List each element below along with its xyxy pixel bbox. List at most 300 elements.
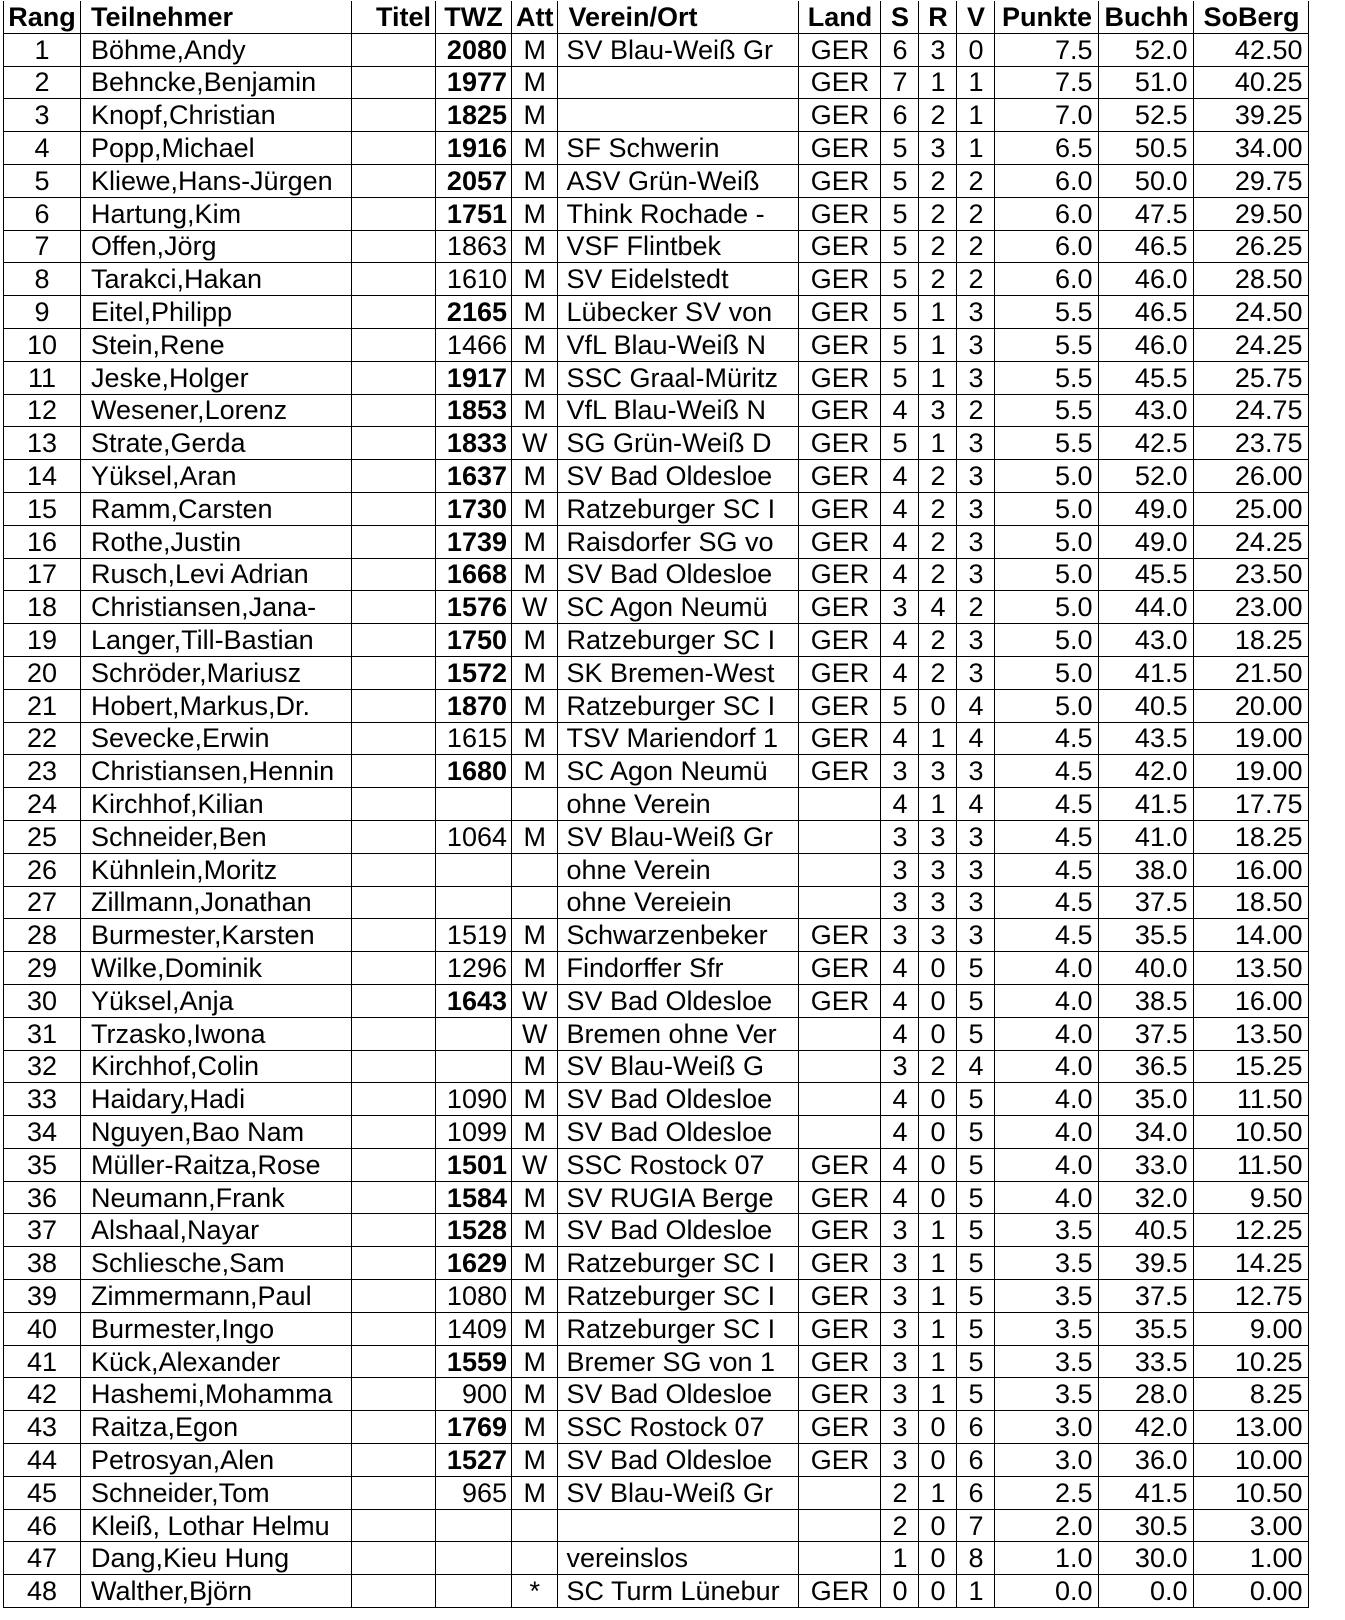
punkte-cell: 6.0 — [995, 197, 1099, 230]
table-row — [4, 1509, 1309, 1542]
rang-cell: 44 — [4, 1444, 81, 1477]
buchh-cell: 51.0 — [1099, 66, 1194, 99]
rang-cell: 47 — [4, 1542, 81, 1575]
s-cell: 4 — [881, 525, 919, 558]
s-cell: 2 — [881, 1509, 919, 1542]
land-cell: GER — [799, 492, 881, 525]
rang-cell: 25 — [4, 820, 81, 853]
buchh-cell: 37.5 — [1099, 1280, 1194, 1313]
titel-cell — [352, 361, 436, 394]
name-cell: Sevecke,Erwin — [81, 722, 352, 755]
soberg-cell: 18.25 — [1194, 624, 1309, 657]
r-cell: 0 — [919, 1083, 957, 1116]
twz-cell: 1637 — [436, 460, 512, 493]
punkte-cell: 7.5 — [995, 33, 1099, 66]
buchh-cell: 35.5 — [1099, 1312, 1194, 1345]
header-att: Att — [512, 1, 558, 33]
twz-cell — [436, 1050, 512, 1083]
s-cell: 3 — [881, 919, 919, 952]
rang-cell: 37 — [4, 1214, 81, 1247]
land-cell: GER — [799, 1411, 881, 1444]
land-cell — [799, 1017, 881, 1050]
verein-cell: SV Bad Oldesloe — [558, 984, 799, 1017]
s-cell: 4 — [881, 952, 919, 985]
soberg-cell: 29.75 — [1194, 164, 1309, 197]
verein-cell: SG Grün-Weiß D — [558, 427, 799, 460]
titel-cell — [352, 99, 436, 132]
buchh-cell: 40.5 — [1099, 1214, 1194, 1247]
table-row — [4, 1148, 1309, 1181]
punkte-cell: 4.0 — [995, 1017, 1099, 1050]
land-cell: GER — [799, 984, 881, 1017]
soberg-cell: 19.00 — [1194, 722, 1309, 755]
punkte-cell: 3.5 — [995, 1345, 1099, 1378]
titel-cell — [352, 1181, 436, 1214]
r-cell: 1 — [919, 1378, 957, 1411]
titel-cell — [352, 427, 436, 460]
att-cell: M — [512, 132, 558, 165]
v-cell: 0 — [957, 33, 995, 66]
header-buchh: Buchh — [1099, 1, 1194, 33]
rang-cell: 18 — [4, 591, 81, 624]
titel-cell — [352, 1214, 436, 1247]
table-row — [4, 1444, 1309, 1477]
rang-cell: 5 — [4, 164, 81, 197]
land-cell: GER — [799, 1575, 881, 1608]
soberg-cell: 19.00 — [1194, 755, 1309, 788]
name-cell: Kirchhof,Kilian — [81, 788, 352, 821]
s-cell: 4 — [881, 1017, 919, 1050]
att-cell: M — [512, 1083, 558, 1116]
buchh-cell: 46.5 — [1099, 296, 1194, 329]
att-cell: M — [512, 460, 558, 493]
s-cell: 3 — [881, 1280, 919, 1313]
s-cell: 4 — [881, 1116, 919, 1149]
punkte-cell: 4.0 — [995, 1050, 1099, 1083]
table-row — [4, 984, 1309, 1017]
rang-cell: 34 — [4, 1116, 81, 1149]
titel-cell — [352, 1312, 436, 1345]
header-punkte: Punkte — [995, 1, 1099, 33]
table-row — [4, 656, 1309, 689]
soberg-cell: 16.00 — [1194, 984, 1309, 1017]
s-cell: 3 — [881, 1378, 919, 1411]
soberg-cell: 10.50 — [1194, 1476, 1309, 1509]
s-cell: 5 — [881, 197, 919, 230]
twz-cell: 1528 — [436, 1214, 512, 1247]
r-cell: 2 — [919, 558, 957, 591]
rang-cell: 23 — [4, 755, 81, 788]
verein-cell: SV Bad Oldesloe — [558, 1444, 799, 1477]
att-cell: M — [512, 755, 558, 788]
titel-cell — [352, 1411, 436, 1444]
v-cell: 5 — [957, 1280, 995, 1313]
land-cell: GER — [799, 1247, 881, 1280]
titel-cell — [352, 1575, 436, 1608]
name-cell: Zillmann,Jonathan — [81, 886, 352, 919]
land-cell: GER — [799, 263, 881, 296]
verein-cell — [558, 99, 799, 132]
soberg-cell: 15.25 — [1194, 1050, 1309, 1083]
r-cell: 1 — [919, 427, 957, 460]
land-cell: GER — [799, 197, 881, 230]
table-row — [4, 427, 1309, 460]
att-cell: M — [512, 230, 558, 263]
name-cell: Ramm,Carsten — [81, 492, 352, 525]
verein-cell: Bremer SG von 1 — [558, 1345, 799, 1378]
buchh-cell: 35.0 — [1099, 1083, 1194, 1116]
titel-cell — [352, 460, 436, 493]
rang-cell: 30 — [4, 984, 81, 1017]
s-cell: 5 — [881, 361, 919, 394]
soberg-cell: 10.25 — [1194, 1345, 1309, 1378]
soberg-cell: 12.25 — [1194, 1214, 1309, 1247]
buchh-cell: 45.5 — [1099, 558, 1194, 591]
twz-cell: 1750 — [436, 624, 512, 657]
soberg-cell: 16.00 — [1194, 853, 1309, 886]
s-cell: 3 — [881, 1312, 919, 1345]
att-cell — [512, 853, 558, 886]
buchh-cell: 49.0 — [1099, 525, 1194, 558]
land-cell: GER — [799, 952, 881, 985]
s-cell: 5 — [881, 689, 919, 722]
att-cell: M — [512, 1312, 558, 1345]
buchh-cell: 52.0 — [1099, 460, 1194, 493]
v-cell: 3 — [957, 427, 995, 460]
soberg-cell: 24.75 — [1194, 394, 1309, 427]
soberg-cell: 24.50 — [1194, 296, 1309, 329]
titel-cell — [352, 853, 436, 886]
verein-cell: SV Bad Oldesloe — [558, 1214, 799, 1247]
att-cell: M — [512, 689, 558, 722]
titel-cell — [352, 1148, 436, 1181]
v-cell: 6 — [957, 1411, 995, 1444]
titel-cell — [352, 1444, 436, 1477]
titel-cell — [352, 788, 436, 821]
v-cell: 5 — [957, 1378, 995, 1411]
land-cell: GER — [799, 1378, 881, 1411]
s-cell: 3 — [881, 755, 919, 788]
att-cell: * — [512, 1575, 558, 1608]
table-row — [4, 1476, 1309, 1509]
rang-cell: 38 — [4, 1247, 81, 1280]
soberg-cell: 29.50 — [1194, 197, 1309, 230]
soberg-cell: 25.75 — [1194, 361, 1309, 394]
name-cell: Stein,Rene — [81, 328, 352, 361]
table-row — [4, 591, 1309, 624]
punkte-cell: 4.0 — [995, 1181, 1099, 1214]
punkte-cell: 1.0 — [995, 1542, 1099, 1575]
soberg-cell: 1.00 — [1194, 1542, 1309, 1575]
rang-cell: 7 — [4, 230, 81, 263]
land-cell — [799, 886, 881, 919]
header-teilnehmer: Teilnehmer — [81, 1, 352, 33]
v-cell: 5 — [957, 952, 995, 985]
titel-cell — [352, 820, 436, 853]
v-cell: 3 — [957, 886, 995, 919]
s-cell: 3 — [881, 1444, 919, 1477]
titel-cell — [352, 328, 436, 361]
titel-cell — [352, 1017, 436, 1050]
att-cell: M — [512, 558, 558, 591]
s-cell: 4 — [881, 492, 919, 525]
land-cell: GER — [799, 394, 881, 427]
land-cell: GER — [799, 99, 881, 132]
att-cell: M — [512, 197, 558, 230]
buchh-cell: 36.0 — [1099, 1444, 1194, 1477]
r-cell: 2 — [919, 656, 957, 689]
soberg-cell: 17.75 — [1194, 788, 1309, 821]
verein-cell — [558, 66, 799, 99]
titel-cell — [352, 952, 436, 985]
verein-cell: ohne Verein — [558, 788, 799, 821]
twz-cell: 1668 — [436, 558, 512, 591]
titel-cell — [352, 1280, 436, 1313]
land-cell: GER — [799, 919, 881, 952]
name-cell: Haidary,Hadi — [81, 1083, 352, 1116]
s-cell: 4 — [881, 624, 919, 657]
table-row — [4, 460, 1309, 493]
s-cell: 5 — [881, 296, 919, 329]
name-cell: Christiansen,Hennin — [81, 755, 352, 788]
twz-cell: 1519 — [436, 919, 512, 952]
v-cell: 2 — [957, 263, 995, 296]
twz-cell: 1833 — [436, 427, 512, 460]
s-cell: 4 — [881, 1148, 919, 1181]
soberg-cell: 26.25 — [1194, 230, 1309, 263]
s-cell: 5 — [881, 164, 919, 197]
verein-cell: Ratzeburger SC I — [558, 1312, 799, 1345]
verein-cell: ohne Verein — [558, 853, 799, 886]
land-cell — [799, 820, 881, 853]
titel-cell — [352, 1116, 436, 1149]
twz-cell: 1584 — [436, 1181, 512, 1214]
r-cell: 0 — [919, 1411, 957, 1444]
att-cell: M — [512, 1444, 558, 1477]
buchh-cell: 40.0 — [1099, 952, 1194, 985]
att-cell: W — [512, 1148, 558, 1181]
verein-cell: SSC Graal-Müritz — [558, 361, 799, 394]
att-cell: M — [512, 919, 558, 952]
buchh-cell: 41.5 — [1099, 656, 1194, 689]
punkte-cell: 2.0 — [995, 1509, 1099, 1542]
land-cell: GER — [799, 230, 881, 263]
table-row — [4, 1083, 1309, 1116]
land-cell: GER — [799, 525, 881, 558]
rang-cell: 20 — [4, 656, 81, 689]
name-cell: Rusch,Levi Adrian — [81, 558, 352, 591]
s-cell: 4 — [881, 1181, 919, 1214]
buchh-cell: 0.0 — [1099, 1575, 1194, 1608]
verein-cell: vereinslos — [558, 1542, 799, 1575]
titel-cell — [352, 689, 436, 722]
s-cell: 0 — [881, 1575, 919, 1608]
verein-cell — [558, 1509, 799, 1542]
att-cell: M — [512, 1214, 558, 1247]
table-row — [4, 558, 1309, 591]
twz-cell: 1099 — [436, 1116, 512, 1149]
soberg-cell: 8.25 — [1194, 1378, 1309, 1411]
verein-cell: Ratzeburger SC I — [558, 492, 799, 525]
rang-cell: 35 — [4, 1148, 81, 1181]
verein-cell: Raisdorfer SG vo — [558, 525, 799, 558]
verein-cell: TSV Mariendorf 1 — [558, 722, 799, 755]
name-cell: Wesener,Lorenz — [81, 394, 352, 427]
att-cell: M — [512, 1050, 558, 1083]
punkte-cell: 4.5 — [995, 788, 1099, 821]
v-cell: 3 — [957, 656, 995, 689]
titel-cell — [352, 1247, 436, 1280]
verein-cell: VfL Blau-Weiß N — [558, 328, 799, 361]
buchh-cell: 44.0 — [1099, 591, 1194, 624]
rang-cell: 4 — [4, 132, 81, 165]
buchh-cell: 39.5 — [1099, 1247, 1194, 1280]
s-cell: 6 — [881, 33, 919, 66]
r-cell: 2 — [919, 624, 957, 657]
name-cell: Schneider,Ben — [81, 820, 352, 853]
titel-cell — [352, 984, 436, 1017]
twz-cell: 1559 — [436, 1345, 512, 1378]
table-row — [4, 853, 1309, 886]
buchh-cell: 46.0 — [1099, 263, 1194, 296]
rang-cell: 14 — [4, 460, 81, 493]
rang-cell: 8 — [4, 263, 81, 296]
v-cell: 3 — [957, 755, 995, 788]
twz-cell: 1576 — [436, 591, 512, 624]
r-cell: 2 — [919, 492, 957, 525]
titel-cell — [352, 33, 436, 66]
r-cell: 3 — [919, 394, 957, 427]
soberg-cell: 34.00 — [1194, 132, 1309, 165]
soberg-cell: 13.00 — [1194, 1411, 1309, 1444]
att-cell: M — [512, 1476, 558, 1509]
land-cell: GER — [799, 66, 881, 99]
punkte-cell: 5.5 — [995, 394, 1099, 427]
s-cell: 7 — [881, 66, 919, 99]
v-cell: 5 — [957, 1345, 995, 1378]
name-cell: Zimmermann,Paul — [81, 1280, 352, 1313]
table-row — [4, 361, 1309, 394]
soberg-cell: 21.50 — [1194, 656, 1309, 689]
buchh-cell: 43.0 — [1099, 394, 1194, 427]
soberg-cell: 39.25 — [1194, 99, 1309, 132]
buchh-cell: 34.0 — [1099, 1116, 1194, 1149]
land-cell — [799, 1116, 881, 1149]
v-cell: 3 — [957, 361, 995, 394]
rang-cell: 27 — [4, 886, 81, 919]
name-cell: Müller-Raitza,Rose — [81, 1148, 352, 1181]
att-cell: M — [512, 1116, 558, 1149]
land-cell: GER — [799, 33, 881, 66]
table-row — [4, 296, 1309, 329]
s-cell: 3 — [881, 1345, 919, 1378]
rang-cell: 15 — [4, 492, 81, 525]
r-cell: 1 — [919, 1214, 957, 1247]
titel-cell — [352, 1378, 436, 1411]
s-cell: 4 — [881, 984, 919, 1017]
name-cell: Walther,Björn — [81, 1575, 352, 1608]
att-cell: M — [512, 1181, 558, 1214]
s-cell: 4 — [881, 460, 919, 493]
twz-cell: 1090 — [436, 1083, 512, 1116]
att-cell: M — [512, 722, 558, 755]
twz-cell: 1870 — [436, 689, 512, 722]
verein-cell: Lübecker SV von — [558, 296, 799, 329]
rang-cell: 41 — [4, 1345, 81, 1378]
punkte-cell: 5.5 — [995, 361, 1099, 394]
twz-cell — [436, 1017, 512, 1050]
att-cell: M — [512, 820, 558, 853]
table-row — [4, 820, 1309, 853]
punkte-cell: 4.5 — [995, 886, 1099, 919]
rang-cell: 21 — [4, 689, 81, 722]
v-cell: 5 — [957, 984, 995, 1017]
att-cell: M — [512, 525, 558, 558]
rang-cell: 9 — [4, 296, 81, 329]
att-cell — [512, 1509, 558, 1542]
r-cell: 1 — [919, 1280, 957, 1313]
s-cell: 3 — [881, 1247, 919, 1280]
punkte-cell: 6.0 — [995, 230, 1099, 263]
s-cell: 5 — [881, 427, 919, 460]
verein-cell: SV RUGIA Berge — [558, 1181, 799, 1214]
name-cell: Eitel,Philipp — [81, 296, 352, 329]
table-row — [4, 328, 1309, 361]
punkte-cell: 4.0 — [995, 1083, 1099, 1116]
verein-cell: SV Blau-Weiß G — [558, 1050, 799, 1083]
name-cell: Schliesche,Sam — [81, 1247, 352, 1280]
table-row — [4, 788, 1309, 821]
soberg-cell: 13.50 — [1194, 952, 1309, 985]
titel-cell — [352, 525, 436, 558]
land-cell: GER — [799, 624, 881, 657]
twz-cell: 1610 — [436, 263, 512, 296]
standings-body — [4, 33, 1309, 1607]
table-row — [4, 1345, 1309, 1378]
header-verein: Verein/Ort — [558, 1, 799, 33]
name-cell: Wilke,Dominik — [81, 952, 352, 985]
soberg-cell: 14.25 — [1194, 1247, 1309, 1280]
verein-cell: Ratzeburger SC I — [558, 689, 799, 722]
soberg-cell: 3.00 — [1194, 1509, 1309, 1542]
verein-cell: Bremen ohne Ver — [558, 1017, 799, 1050]
r-cell: 1 — [919, 722, 957, 755]
table-row — [4, 164, 1309, 197]
titel-cell — [352, 230, 436, 263]
name-cell: Jeske,Holger — [81, 361, 352, 394]
r-cell: 0 — [919, 984, 957, 1017]
r-cell: 1 — [919, 788, 957, 821]
punkte-cell: 5.0 — [995, 525, 1099, 558]
verein-cell: Findorffer Sfr — [558, 952, 799, 985]
soberg-cell: 23.75 — [1194, 427, 1309, 460]
land-cell: GER — [799, 1444, 881, 1477]
r-cell: 0 — [919, 1116, 957, 1149]
v-cell: 5 — [957, 1017, 995, 1050]
twz-cell: 2057 — [436, 164, 512, 197]
header-row — [4, 1, 1309, 33]
r-cell: 0 — [919, 1148, 957, 1181]
soberg-cell: 13.50 — [1194, 1017, 1309, 1050]
buchh-cell: 41.0 — [1099, 820, 1194, 853]
v-cell: 3 — [957, 460, 995, 493]
name-cell: Yüksel,Aran — [81, 460, 352, 493]
twz-cell: 1527 — [436, 1444, 512, 1477]
verein-cell: SC Turm Lünebur — [558, 1575, 799, 1608]
punkte-cell: 2.5 — [995, 1476, 1099, 1509]
titel-cell — [352, 1050, 436, 1083]
name-cell: Trzasko,Iwona — [81, 1017, 352, 1050]
